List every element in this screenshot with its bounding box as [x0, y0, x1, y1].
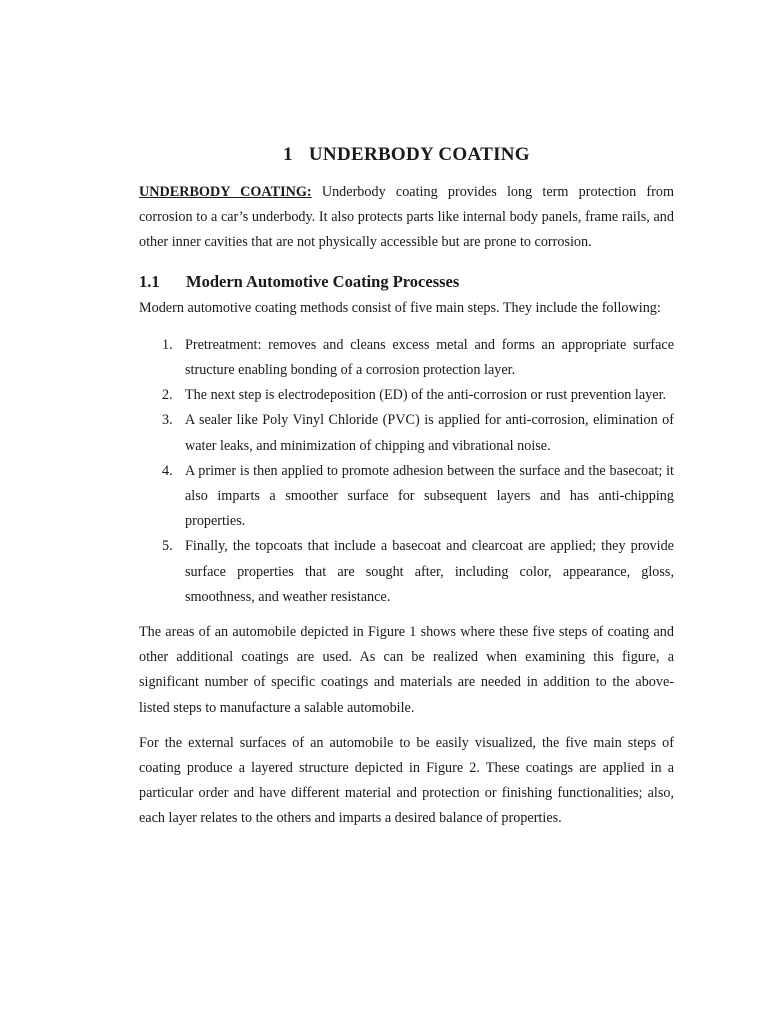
section-title: Modern Automotive Coating Processes [186, 271, 460, 291]
list-marker: 3. [162, 412, 173, 429]
list-marker: 1. [162, 336, 173, 353]
section-lead-paragraph: Modern automotive coating methods consist of five main steps. They include the following: [139, 299, 661, 316]
list-item [139, 383, 674, 408]
list-item-text: A primer is then applied to promote adhesion between the surface and the basecoat; it also imparts a smoother surface for subsequent layers and has anti-chipping properties. [185, 462, 674, 530]
intro-text: Underbody coating provides long term protection from corrosion to a car’s underbody. It also protects parts like internal body panels, frame rails, and other inner cavities that are not physically accessible but are prone to corrosion. [139, 184, 674, 251]
section-number: 1.1 [139, 271, 160, 291]
chapter-title-text: UNDERBODY COATING [308, 144, 530, 165]
list-item [139, 534, 674, 610]
list-item [139, 408, 674, 458]
list-item [139, 459, 674, 535]
list-item-text: The next step is electrodeposition (ED) of the anti-corrosion or rust prevention layer. [185, 387, 667, 404]
coating-steps-list [139, 333, 674, 610]
intro-paragraph [139, 180, 674, 256]
list-marker: 5. [162, 538, 173, 555]
intro-term: UNDERBODY COATING: [139, 184, 312, 200]
list-item-text: Pretreatment: removes and cleans excess metal and forms an appropriate surface structure enabling bonding of a corrosion protection layer. [185, 336, 674, 379]
chapter-title [139, 144, 674, 166]
figure-2-paragraph: For the external surfaces of an automobile to be easily visualized, the five main steps of coating produce a layered structure depicted in Figure 2. These coatings are applied in a particular order and have different material and protection or finishing functionalities; also, each layer relates to the others and imparts a desired balance of properties. [139, 734, 674, 827]
figure-1-paragraph: The areas of an automobile depicted in Figure 1 shows where these five steps of coating and other additional coatings are used. As can be realized when examining this figure, a significant number of specific coatings and materials are needed in addition to the above-listed steps to manufacture a salable automobile. [139, 624, 674, 716]
list-item-text: A sealer like Poly Vinyl Chloride (PVC) is applied for anti-corrosion, elimination of water leaks, and minimization of chipping and vibrational noise. [185, 412, 674, 454]
page-content [139, 144, 674, 832]
section-heading [139, 272, 674, 292]
list-marker: 2. [162, 387, 173, 404]
list-item-text: Finally, the topcoats that include a basecoat and clearcoat are applied; they provide surface properties that are sought after, including color, appearance, gloss, smoothness, and weather resistance. [185, 538, 674, 605]
list-marker: 4. [162, 462, 173, 479]
chapter-number: 1 [283, 144, 293, 165]
list-item [139, 333, 674, 383]
